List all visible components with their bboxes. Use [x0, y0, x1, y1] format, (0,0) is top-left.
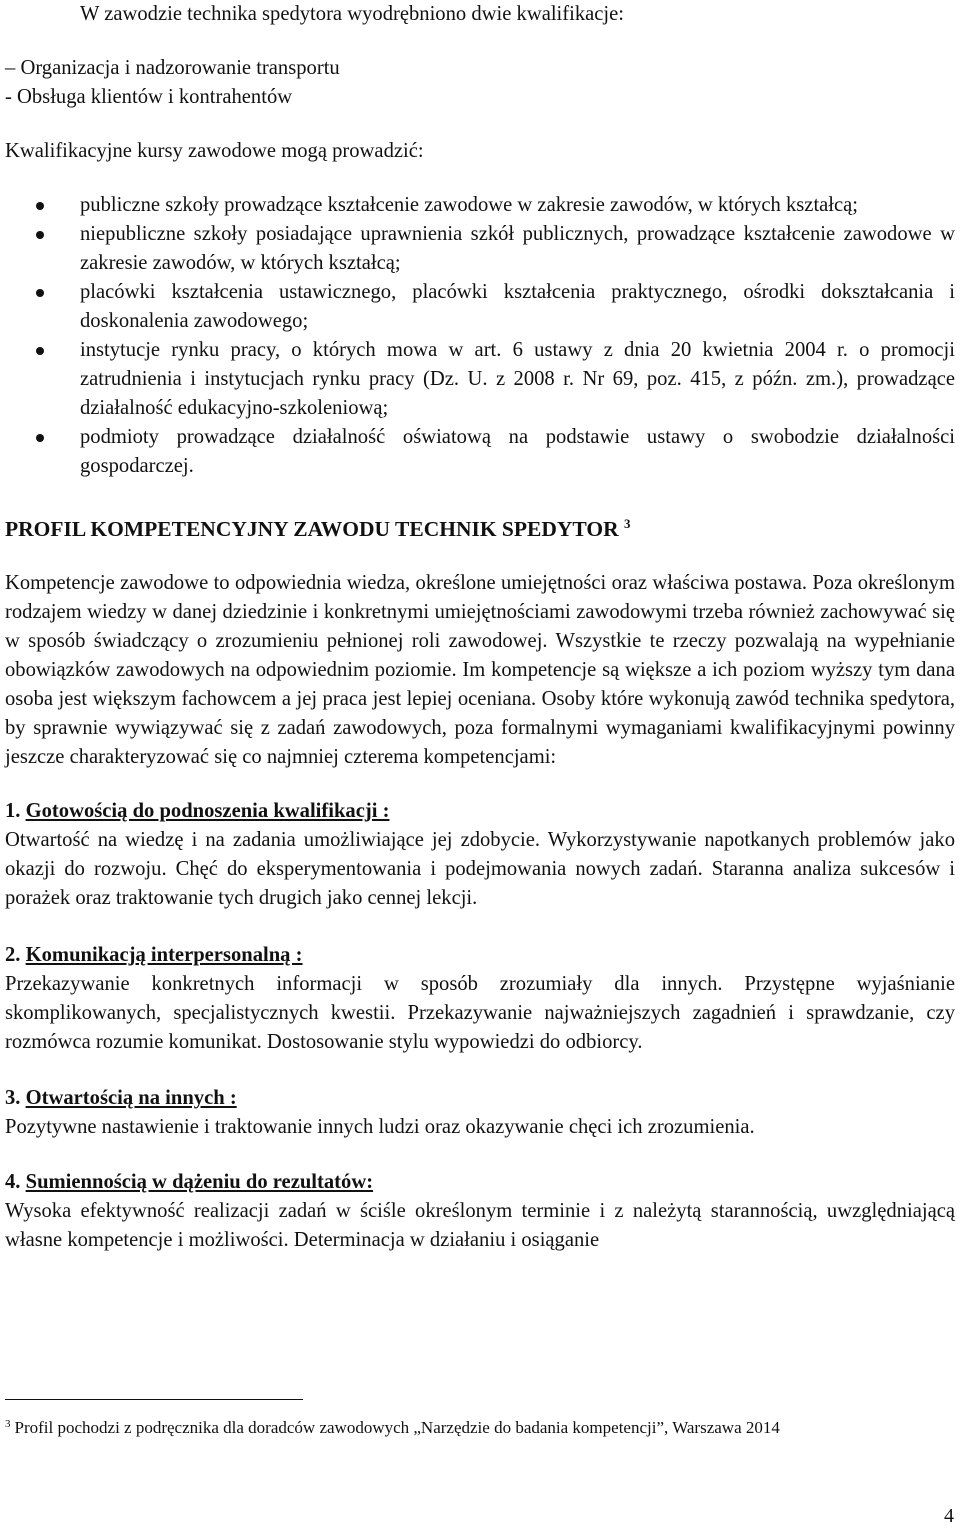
competency-title: 2. Komunikacją interpersonalną :	[5, 944, 303, 966]
list-item: placówki kształcenia ustawicznego, placówki kształcenia praktycznego, ośrodki dokształcania i doskonalenia zawodowego;	[5, 278, 955, 336]
qualification-item: – Organizacja i nadzorowanie transportu	[5, 57, 340, 79]
profile-heading: PROFIL KOMPETENCYJNY ZAWODU TECHNIK SPEDYTOR $^3$	[5, 516, 631, 541]
competency-title: 4. Sumiennością w dążeniu do rezultatów:	[5, 1171, 374, 1193]
footnote-divider	[5, 1399, 303, 1400]
bullet-icon	[36, 347, 44, 355]
intro-line: W zawodzie technika spedytora wyodrębniono dwie kwalifikacje:	[80, 3, 625, 25]
competency-text: Otwartość na wiedzę i na zadania umożliwiające jej zdobycie. Wykorzystywanie napotkanych problemów jako okazji do rozwoju. Chęć do eksperymentowania i podejmowania nowych zadań. Staranna analiza sukcesów i porażek oraz traktowanie tych drugich jako cennej lekcji.	[5, 829, 955, 909]
footnote-text: Profil pochodzi z podręcznika dla doradców zawodowych „Narzędzie do badania kompetencji”, Warszawa 2014	[14, 1418, 780, 1437]
footnote-marker: 3	[5, 1418, 11, 1430]
competency-text: Pozytywne nastawienie i traktowanie innych ludzi oraz okazywanie chęci ich zrozumienia.	[5, 1116, 755, 1138]
courses-list	[5, 191, 955, 481]
courses-intro: Kwalifikacyjne kursy zawodowe mogą prowadzić:	[5, 140, 424, 162]
list-item: instytucje rynku pracy, o których mowa w art. 6 ustawy z dnia 20 kwietnia 2004 r. o promocji zatrudnienia i instytucjach rynku pracy (Dz. U. z 2008 r. Nr 69, poz. 415, z późn. zm.), prowadzące działalność edukacyjno-szkoleniową;	[5, 336, 955, 423]
competency-text: Wysoka efektywność realizacji zadań w ściśle określonym terminie i z należytą starannością, uwzględniającą własne kompetencje i możliwości. Determinacja w działaniu i osiąganie	[5, 1200, 955, 1251]
list-item: niepubliczne szkoły posiadające uprawnienia szkół publicznych, prowadzące kształcenie zawodowe w zakresie zawodów, w których kształcą;	[5, 220, 955, 278]
competency-text: Przekazywanie konkretnych informacji w sposób zrozumiały dla innych. Przystępne wyjaśnianie skomplikowanych, specjalistycznych kwestii. Przekazywanie najważniejszych zagadnień i sprawdzanie, czy rozmówca rozumie komunikat. Dostosowanie stylu wypowiedzi do odbiorcy.	[5, 973, 955, 1053]
bullet-icon	[36, 434, 44, 442]
document-page	[5, 0, 955, 1255]
qualification-item: - Obsługa klientów i kontrahentów	[5, 86, 293, 108]
footnote-reference: 3	[624, 516, 631, 531]
bullet-icon	[36, 231, 44, 239]
profile-paragraph: Kompetencje zawodowe to odpowiednia wiedza, określone umiejętności oraz właściwa postawa. Poza określonym rodzajem wiedzy w danej dziedzinie i konkretnymi umiejętnościami zawodowymi trzeba również zachowywać się w sposób świadczący o zrozumieniu pełnionej roli zawodowej. Wszystkie te rzeczy pozwalają na wypełnianie obowiązków zawodowych na odpowiednim poziomie. Im kompetencje są większe a ich poziom wyższy tym dana osoba jest większym fachowcem a jej praca jest lepiej oceniana. Osoby które wykonują zawód technika spedytora, by sprawnie wywiązywać się z zadań zawodowych, poza formalnymi wymaganiami kwalifikacyjnymi powinny jeszcze charakteryzować się co najmniej czterema kompetencjami:	[5, 572, 955, 768]
list-item: publiczne szkoły prowadzące kształcenie zawodowe w zakresie zawodów, w których kształcą;	[5, 191, 955, 220]
competency-title: 3. Otwartością na innych :	[5, 1087, 237, 1109]
footnote	[5, 1414, 945, 1441]
list-item: podmioty prowadzące działalność oświatową na podstawie ustawy o swobodzie działalności gospodarczej.	[5, 423, 955, 481]
competency-title: 1. Gotowością do podnoszenia kwalifikacji :	[5, 800, 390, 822]
bullet-icon	[36, 289, 44, 297]
page-number: 4	[944, 1505, 954, 1527]
bullet-icon	[36, 202, 44, 210]
